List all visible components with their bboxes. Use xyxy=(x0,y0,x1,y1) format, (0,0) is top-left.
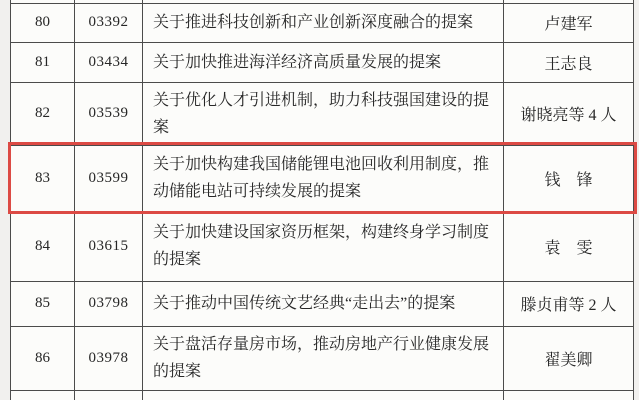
cell-proposal-id: 03978 xyxy=(75,326,143,390)
cell-proposal-index: 81 xyxy=(11,42,75,82)
partial-cell xyxy=(75,390,143,400)
table-row xyxy=(11,145,634,211)
cell-proposal-index: 86 xyxy=(11,326,75,390)
cell-proposal-index: 84 xyxy=(11,211,75,281)
cell-proposer-name: 钱 锋 xyxy=(504,145,634,211)
cell-proposal-title: 关于加快建设国家资历框架，构建终身学习制度的提案 xyxy=(143,211,504,281)
table-row xyxy=(11,42,634,82)
cell-proposer-name: 翟美卿 xyxy=(504,326,634,390)
cell-proposal-title: 关于加快构建我国储能锂电池回收利用制度，推动储能电站可持续发展的提案 xyxy=(143,145,504,211)
cell-proposal-index: 82 xyxy=(11,82,75,145)
table-row xyxy=(11,211,634,281)
cell-proposal-index: 85 xyxy=(11,281,75,326)
cell-proposer-name: 谢晓亮等 4 人 xyxy=(504,82,634,145)
partial-cell xyxy=(504,390,634,400)
cell-proposer-name: 王志良 xyxy=(504,42,634,82)
cell-proposal-id: 03798 xyxy=(75,281,143,326)
cell-proposer-name: 滕贞甫等 2 人 xyxy=(504,281,634,326)
table-row xyxy=(11,82,634,145)
partial-cell xyxy=(143,390,504,400)
cell-proposal-id: 03434 xyxy=(75,42,143,82)
table-row xyxy=(11,281,634,326)
cell-proposer-name: 卢建军 xyxy=(504,3,634,42)
cell-proposal-id: 03615 xyxy=(75,211,143,281)
cell-proposal-title: 关于推动中国传统文艺经典“走出去”的提案 xyxy=(143,281,504,326)
cell-proposal-id: 03539 xyxy=(75,82,143,145)
table-row xyxy=(11,326,634,390)
partial-cell xyxy=(11,390,75,400)
cell-proposal-id: 03392 xyxy=(75,3,143,42)
partial-row-bottom xyxy=(11,390,634,400)
cell-proposal-title: 关于优化人才引进机制，助力科技强国建设的提案 xyxy=(143,82,504,145)
cell-proposal-index: 80 xyxy=(11,3,75,42)
table-row xyxy=(11,3,634,42)
cell-proposal-title: 关于加快推进海洋经济高质量发展的提案 xyxy=(143,42,504,82)
cell-proposer-name: 袁 雯 xyxy=(504,211,634,281)
cell-proposal-title: 关于推进科技创新和产业创新深度融合的提案 xyxy=(143,3,504,42)
cell-proposal-id: 03599 xyxy=(75,145,143,211)
cell-proposal-title: 关于盘活存量房市场，推动房地产行业健康发展的提案 xyxy=(143,326,504,390)
cell-proposal-index: 83 xyxy=(11,145,75,211)
proposal-table xyxy=(10,0,634,400)
